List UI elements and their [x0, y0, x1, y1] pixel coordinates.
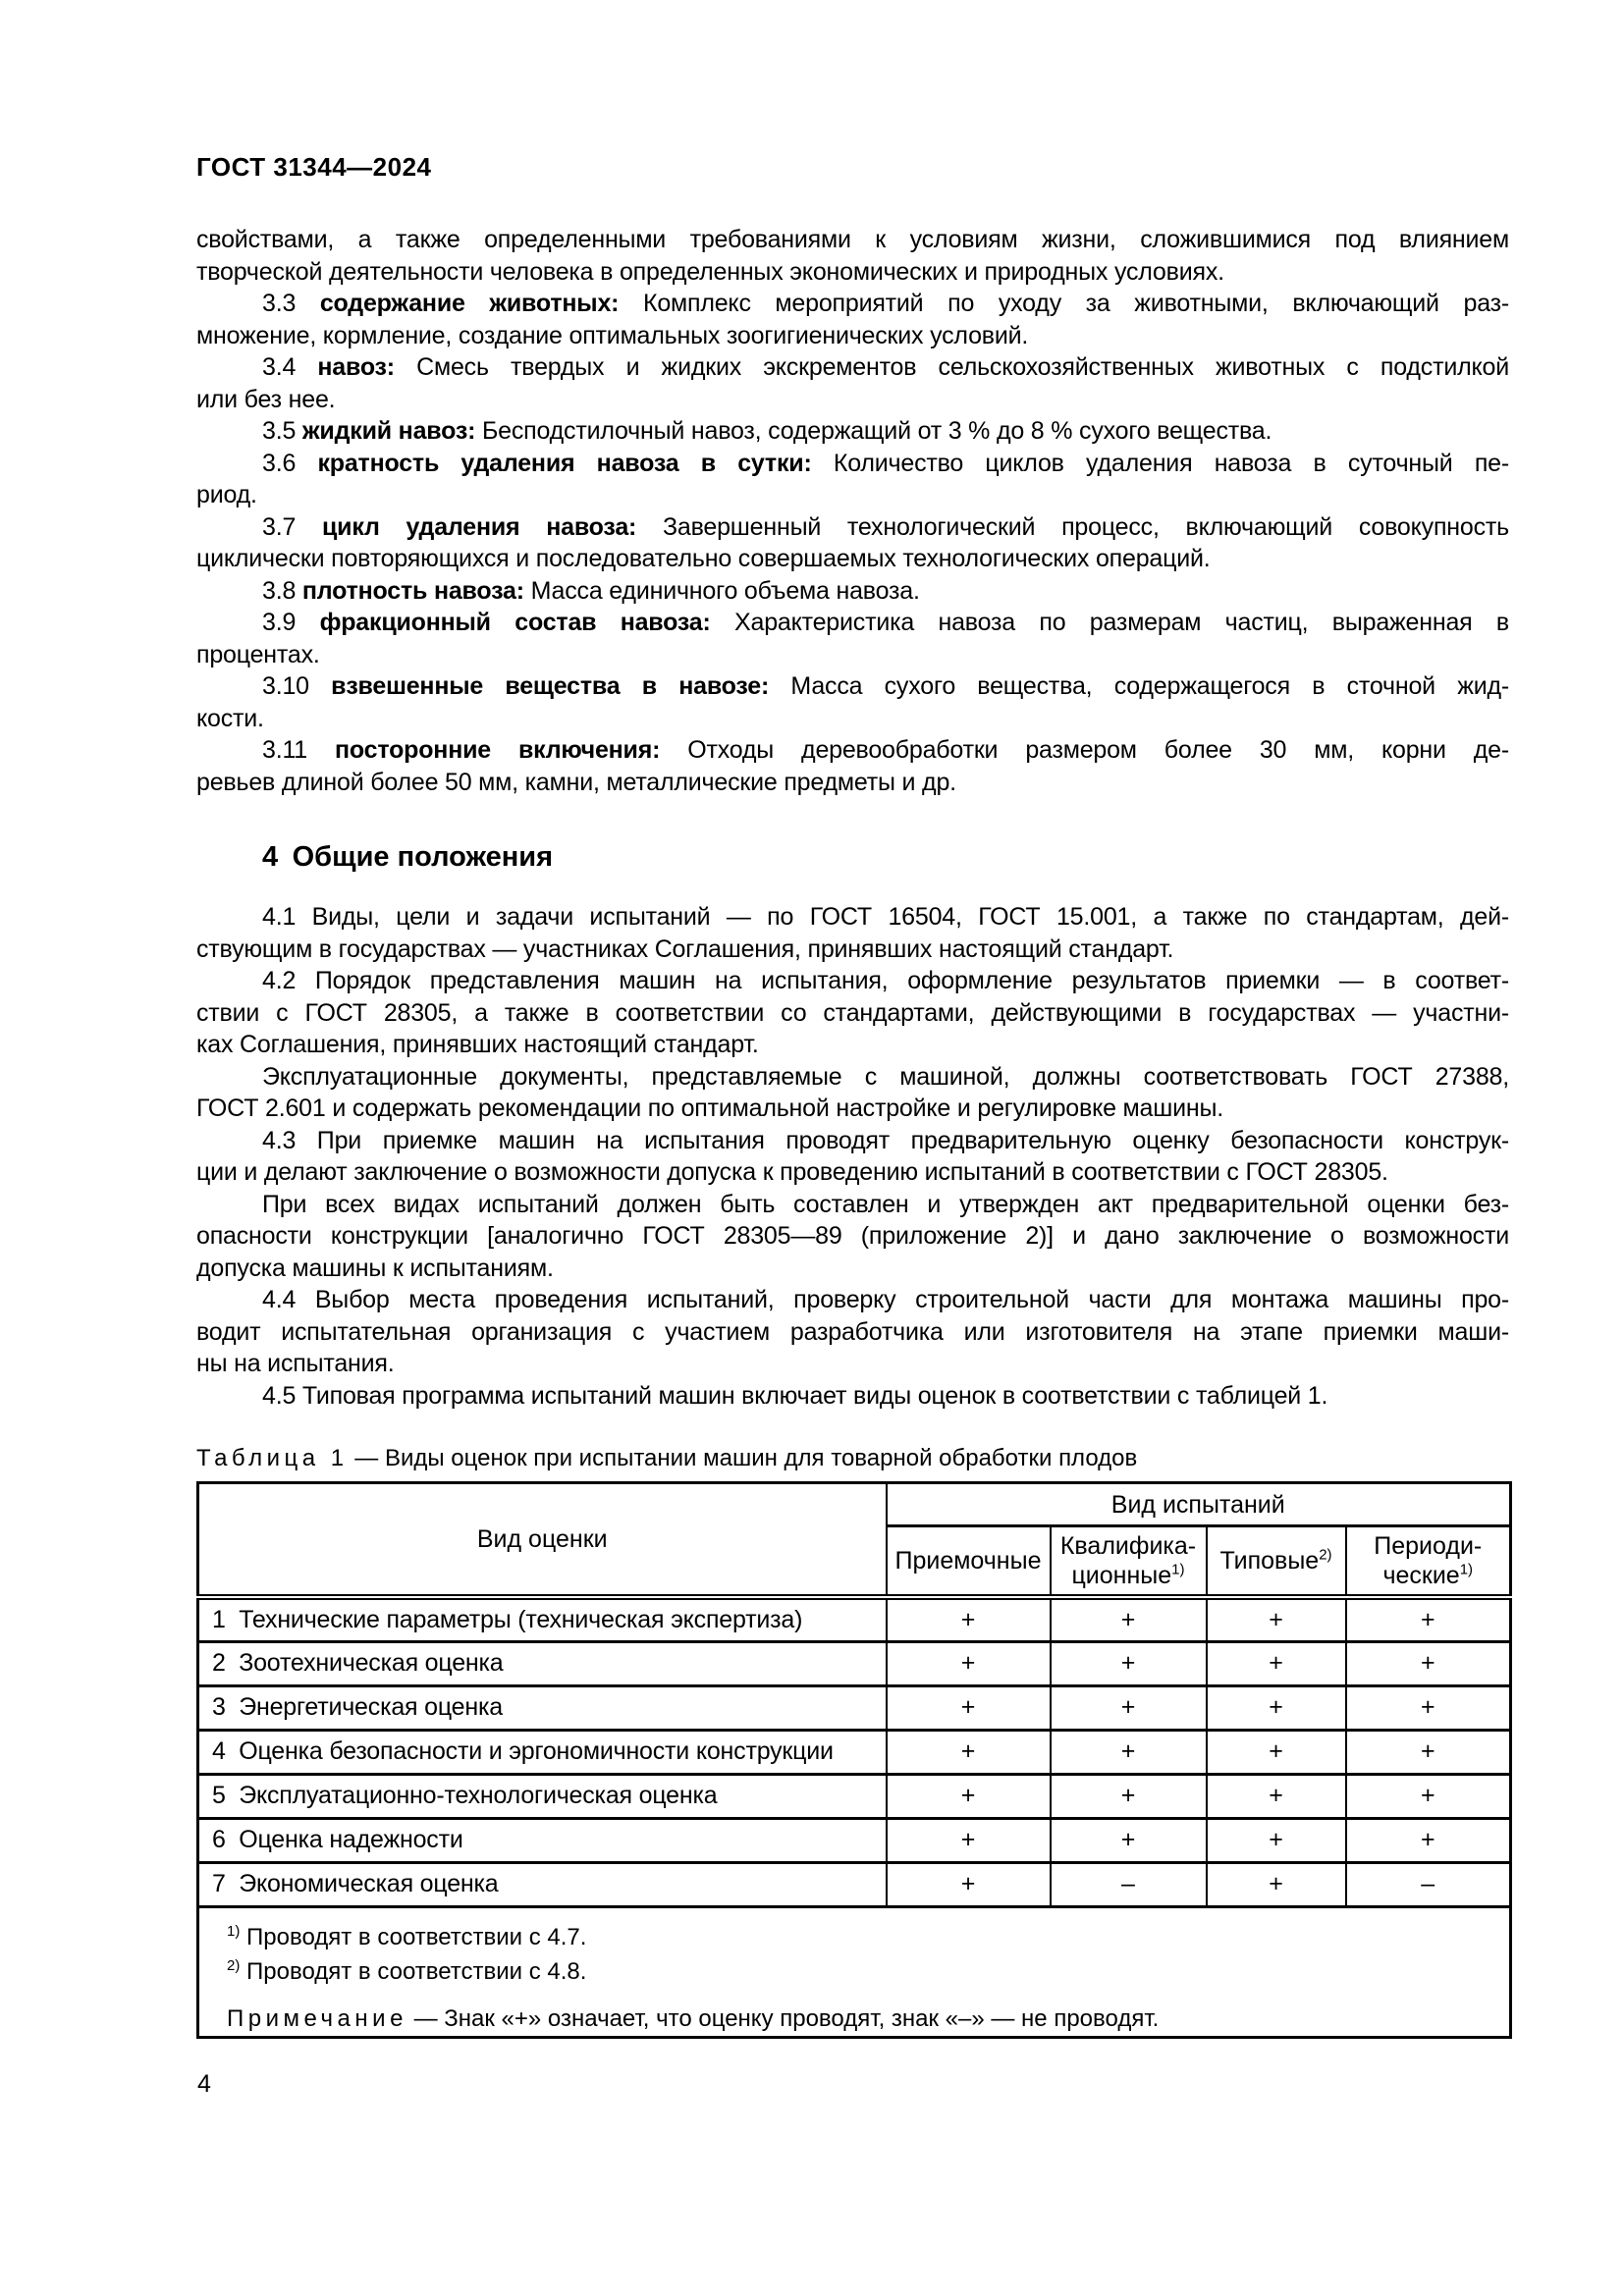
evaluation-mark: + [1207, 1774, 1346, 1818]
paragraph [196, 351, 1509, 415]
table-caption-title: — Виды оценок при испытании машин для товарной обработки плодов [354, 1445, 1138, 1471]
text-line: свойствами, а также определенными требованиями к условиям жизни, сложившимися под влиянием [196, 226, 1509, 253]
evaluation-label: 3 Энергетическая оценка [198, 1685, 887, 1730]
table-note-text: — Знак «+» означает, что оценку проводят, знак «–» — не проводят. [413, 2004, 1160, 2032]
table-footnote: $^{2)}$ Проводят в соответствии с 4.8. [227, 1956, 587, 1985]
text-line: 3.6 кратность удаления навоза в сутки: Количество циклов удаления навоза в суточный пе- [262, 449, 1509, 477]
evaluation-label: 4 Оценка безопасности и эргономичности конструкции [198, 1730, 887, 1774]
table-footnotes-cell [198, 1906, 1511, 2037]
text-line: 3.7 цикл удаления навоза: Завершенный технологический процесс, включающий совокупность [262, 512, 1509, 541]
paragraph [196, 734, 1509, 798]
text-line: 3.3 содержание животных: Комплекс мероприятий по уходу за животными, включающий раз- [262, 290, 1509, 317]
paragraph [196, 1125, 1509, 1189]
table-note-label: Примечание [227, 2004, 407, 2032]
evaluation-mark: + [1051, 1774, 1207, 1818]
doc-code-header: ГОСТ 31344—2024 [196, 152, 432, 182]
evaluation-mark: + [1051, 1597, 1207, 1641]
text-line: 4.4 Выбор места проведения испытаний, проверку строительной части для монтажа машины про- [262, 1286, 1509, 1313]
evaluation-mark: + [1051, 1730, 1207, 1774]
evaluation-mark: + [887, 1597, 1051, 1641]
table-row [198, 1597, 1511, 1641]
column-header: Периоди- ческие$^{1)}$ [1346, 1526, 1511, 1598]
evaluation-mark: + [1207, 1730, 1346, 1774]
table-row [198, 1685, 1511, 1730]
evaluation-label: 5 Эксплуатационно-технологическая оценка [198, 1774, 887, 1818]
table-row [198, 1774, 1511, 1818]
text-line: 3.9 фракционный состав навоза: Характеристика навоза по размерам частиц, выраженная в [262, 609, 1509, 636]
text-line: 3.4 навоз: Смесь твердых и жидких экскрементов сельскохозяйственных животных с подстилкой [262, 353, 1509, 381]
text-line: 3.11 посторонние включения: Отходы деревообработки размером более 30 мм, корни де- [262, 736, 1509, 764]
column-header: Приемочные [887, 1526, 1051, 1598]
text-line: Эксплуатационные документы, представляемые с машиной, должны соответствовать ГОСТ 27388, [262, 1062, 1509, 1091]
text-line: циклически повторяющихся и последовательно совершаемых технологических операций. [196, 545, 1211, 572]
body-text [196, 224, 1509, 1412]
evaluation-mark: + [1207, 1862, 1346, 1906]
evaluation-mark: + [1051, 1818, 1207, 1862]
table-caption-label: Таблица 1 [196, 1445, 349, 1471]
evaluation-mark: + [1207, 1818, 1346, 1862]
table-header-row [198, 1483, 1511, 1526]
evaluation-label: 2 Зоотехническая оценка [198, 1641, 887, 1685]
text-line: ГОСТ 2.601 и содержать рекомендации по оптимальной настройке и регулировке машины. [196, 1095, 1223, 1122]
table-footnotes [227, 1920, 1486, 1989]
text-line: ревьев длиной более 50 мм, камни, металлические предметы и др. [196, 768, 956, 796]
text-line: 3.5 жидкий навоз: Бесподстилочный навоз, содержащий от 3 % до 8 % сухого вещества. [262, 417, 1272, 445]
paragraph [196, 415, 1509, 448]
section-heading: 4 Общие положения [262, 841, 554, 873]
evaluation-mark: + [1346, 1597, 1511, 1641]
evaluation-mark: – [1346, 1862, 1511, 1906]
evaluation-mark: – [1051, 1862, 1207, 1906]
paragraph [196, 607, 1509, 670]
evaluation-mark: + [1207, 1641, 1346, 1685]
text-line: 4.5 Типовая программа испытаний машин включает виды оценок в соответствии с таблицей 1. [262, 1381, 1328, 1410]
evaluations-table [196, 1481, 1512, 2039]
table-row [198, 1730, 1511, 1774]
paragraph [196, 1061, 1509, 1125]
text-line: или без нее. [196, 385, 336, 413]
text-line: 3.8 плотность навоза: Масса единичного объема навоза. [262, 576, 920, 605]
evaluation-mark: + [1346, 1730, 1511, 1774]
evaluation-label: 1 Технические параметры (техническая экспертиза) [198, 1597, 887, 1641]
evaluation-mark: + [1346, 1641, 1511, 1685]
evaluation-mark: + [887, 1818, 1051, 1862]
evaluation-mark: + [1207, 1597, 1346, 1641]
column-header-tests-group: Вид испытаний [887, 1483, 1511, 1526]
text-line: ции и делают заключение о возможности допуска к проведению испытаний в соответствии с ГОСТ 28305. [196, 1158, 1388, 1186]
evaluation-mark: + [1051, 1685, 1207, 1730]
column-header-evaluation: Вид оценки [198, 1483, 887, 1598]
text-line: опасности конструкции [аналогично ГОСТ 28305—89 (приложение 2)] и дано заключение о возможности [196, 1222, 1509, 1250]
paragraph [196, 288, 1509, 351]
text-line: 4.1 Виды, цели и задачи испытаний — по ГОСТ 16504, ГОСТ 15.001, а также по стандартам, дей- [262, 903, 1509, 931]
paragraph [196, 965, 1509, 1061]
table-caption [196, 1442, 1509, 1474]
text-line: процентах. [196, 640, 320, 668]
paragraph [196, 448, 1509, 511]
evaluation-label: 7 Экономическая оценка [198, 1862, 887, 1906]
evaluation-mark: + [1346, 1818, 1511, 1862]
text-line: риод. [196, 481, 257, 508]
text-line: допуска машины к испытаниям. [196, 1254, 554, 1282]
text-line: кости. [196, 704, 264, 732]
evaluation-mark: + [887, 1641, 1051, 1685]
paragraph [196, 1284, 1509, 1380]
paragraph [196, 511, 1509, 575]
paragraph [196, 575, 1509, 608]
evaluation-mark: + [887, 1774, 1051, 1818]
evaluation-mark: + [1051, 1641, 1207, 1685]
table-row [198, 1641, 1511, 1685]
text-line: При всех видах испытаний должен быть составлен и утвержден акт предварительной оценки без- [262, 1190, 1509, 1218]
paragraph [196, 901, 1509, 965]
text-line: водит испытательная организация с участием разработчика или изготовителя на этапе приемки маши- [196, 1317, 1509, 1346]
text-line: 4.2 Порядок представления машин на испытания, оформление результатов приемки — в соответ- [262, 967, 1509, 994]
table-body [198, 1597, 1511, 1906]
column-header: Типовые$^{2)}$ [1207, 1526, 1346, 1598]
paragraph [196, 1189, 1509, 1285]
text-line: 4.3 При приемке машин на испытания проводят предварительную оценку безопасности конструк- [262, 1126, 1509, 1154]
text-line: множение, кормление, создание оптимальных зоогигиенических условий. [196, 321, 1029, 349]
evaluation-label: 6 Оценка надежности [198, 1818, 887, 1862]
evaluation-mark: + [1346, 1774, 1511, 1818]
evaluation-mark: + [887, 1730, 1051, 1774]
text-line: 3.10 взвешенные вещества в навозе: Масса сухого вещества, содержащегося в сточной жид- [262, 672, 1509, 700]
table-row [198, 1862, 1511, 1906]
text-line: ках Соглашения, принявших настоящий стандарт. [196, 1031, 759, 1058]
table-footnote: $^{1)}$ Проводят в соответствии с 4.7. [227, 1922, 587, 1950]
document-content [196, 224, 1509, 2039]
paragraph [196, 670, 1509, 734]
text-line: ствии с ГОСТ 28305, а также в соответствии со стандартами, действующими в государствах — участни- [196, 998, 1509, 1027]
paragraph [196, 1380, 1509, 1413]
table-footnotes-row [198, 1906, 1511, 2037]
evaluation-mark: + [887, 1862, 1051, 1906]
column-header: Квалифика- ционные$^{1)}$ [1051, 1526, 1207, 1598]
text-line: ны на испытания. [196, 1350, 395, 1377]
paragraph [196, 224, 1509, 288]
evaluation-mark: + [1207, 1685, 1346, 1730]
evaluation-mark: + [1346, 1685, 1511, 1730]
evaluation-mark: + [887, 1685, 1051, 1730]
text-line: творческой деятельности человека в определенных экономических и природных условиях. [196, 257, 1224, 286]
page-number: 4 [197, 2070, 211, 2098]
table-note [227, 2004, 1486, 2034]
text-line: ствующим в государствах — участниках Соглашения, принявших настоящий стандарт. [196, 934, 1174, 963]
table-row [198, 1818, 1511, 1862]
